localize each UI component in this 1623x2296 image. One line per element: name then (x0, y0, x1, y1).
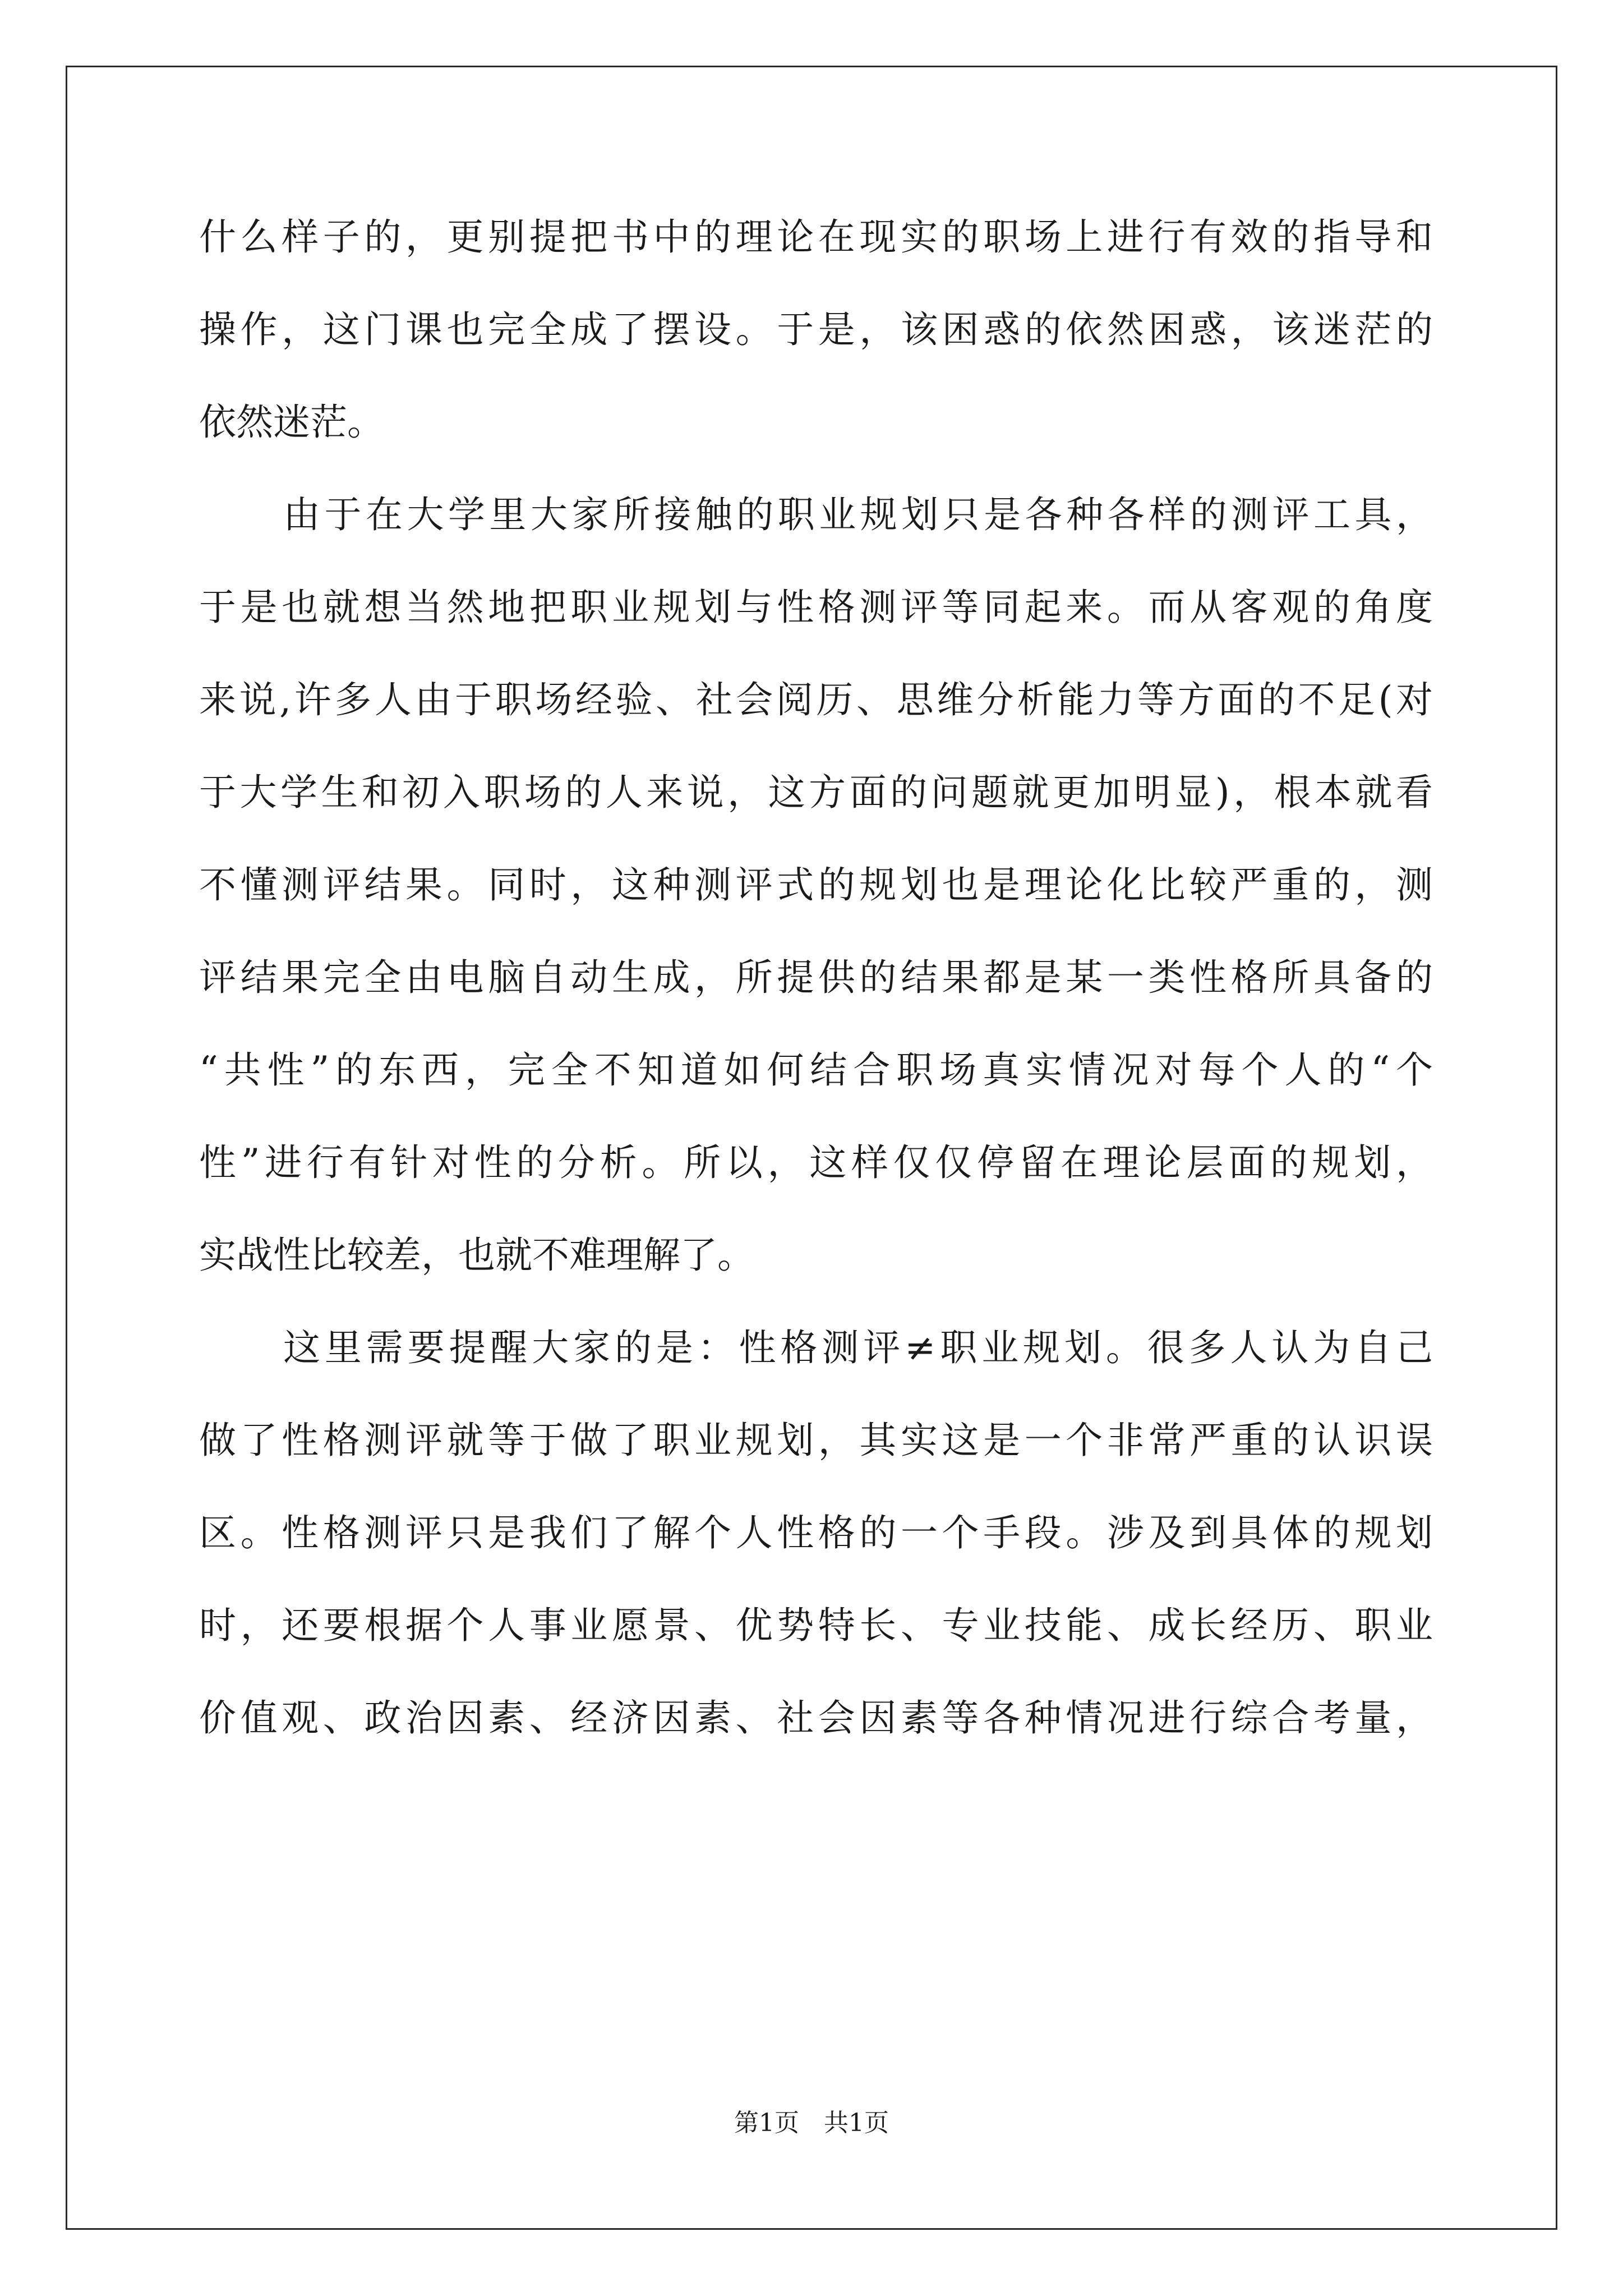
paragraph-2-line-6: 评结果完全由电脑自动生成，所提供的结果都是某一类性格所具备的 (199, 956, 1433, 999)
paragraph-3-line-3: 区。性格测评只是我们了解个人性格的一个手段。涉及到具体的规划 (199, 1511, 1433, 1554)
paragraph-2-line-1: 由于在大学里大家所接触的职业规划只是各种各样的测评工具， (283, 493, 1433, 536)
page-number-footer: 第1页 共1页 (734, 2109, 889, 2137)
paragraph-3-line-2: 做了性格测评就等于做了职业规划，其实这是一个非常严重的认识误 (199, 1419, 1433, 1462)
paragraph-2-line-4: 于大学生和初入职场的人来说，这方面的问题就更加明显)，根本就看 (199, 771, 1433, 814)
document-body (199, 191, 1433, 1764)
paragraph-1-line-3: 依然迷茫。 (199, 401, 384, 444)
paragraph-1-line-1: 什么样子的，更别提把书中的理论在现实的职场上进行有效的指导和 (199, 215, 1433, 259)
paragraph-2-line-5: 不懂测评结果。同时，这种测评式的规划也是理论化比较严重的，测 (199, 863, 1433, 907)
paragraph-3-line-5: 价值观、政治因素、经济因素、社会因素等各种情况进行综合考量， (199, 1696, 1433, 1740)
paragraph-2-line-2: 于是也就想当然地把职业规划与性格测评等同起来。而从客观的角度 (199, 586, 1433, 629)
paragraph-2-line-7: “共性”的东西，完全不知道如何结合职场真实情况对每个人的“个 (199, 1048, 1433, 1092)
paragraph-1-line-2: 操作，这门课也完全成了摆设。于是，该困惑的依然困惑，该迷茫的 (199, 308, 1433, 351)
paragraph-3-line-4: 时，还要根据个人事业愿景、优势特长、专业技能、成长经历、职业 (199, 1604, 1433, 1647)
paragraph-3-line-1: 这里需要提醒大家的是：性格测评≠职业规划。很多人认为自己 (283, 1326, 1433, 1369)
paragraph-2-line-3: 来说,许多人由于职场经验、社会阅历、思维分析能力等方面的不足(对 (199, 678, 1433, 721)
paragraph-2-line-9: 实战性比较差，也就不难理解了。 (199, 1234, 754, 1277)
paragraph-2-line-8: 性”进行有针对性的分析。所以，这样仅仅停留在理论层面的规划， (199, 1141, 1433, 1184)
